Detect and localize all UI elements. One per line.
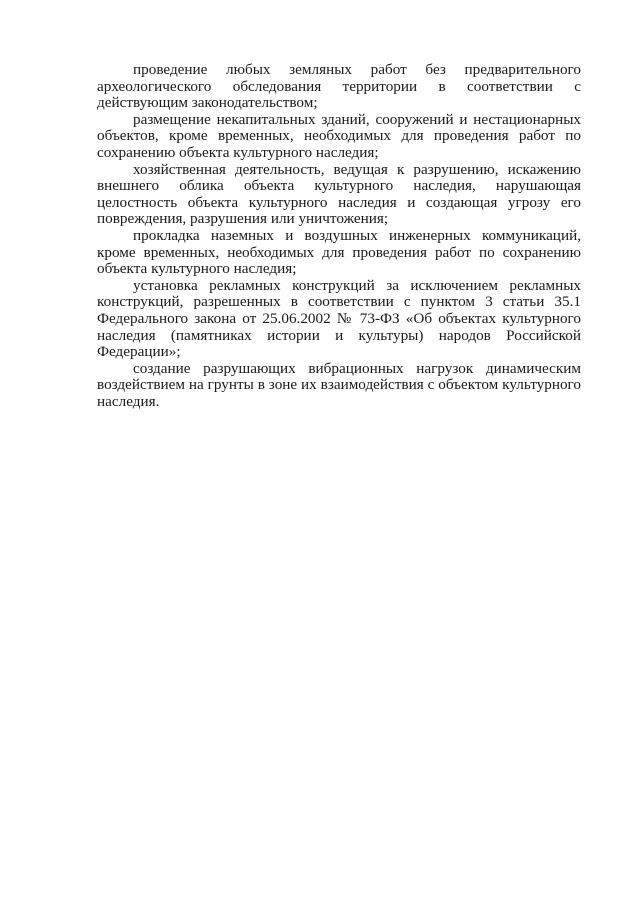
paragraph-earthworks: проведение любых земляных работ без предварительного археологического обследования территории в соответствии с действующим законодательством; xyxy=(97,61,581,112)
paragraph-non-capital-buildings: размещение некапитальных зданий, сооружений и нестационарных объектов, кроме временных, необходимых для проведения работ по сохранению объекта культурного наследия; xyxy=(97,110,581,161)
paragraph-engineering-communications: прокладка наземных и воздушных инженерных коммуникаций, кроме временных, необходимых для проведения работ по сохранению объекта культурного наследия; xyxy=(97,226,581,278)
paragraph-advertising-structures: установка рекламных конструкций за исключением рекламных конструкций, разрешенных в соответствии с пунктом 3 статьи 35.1 Федерального закона от 25.06.2002 № 73-ФЗ «Об объектах культурного наследия (памятниках истории и культуры) народов Российской Федерации»; xyxy=(97,276,581,361)
paragraph-economic-activity: хозяйственная деятельность, ведущая к разрушению, искажению внешнего облика объекта культурного наследия, нарушающая целостность объекта культурного наследия и создающая угрозу его повреждения, разрушения или уничтожения; xyxy=(97,160,581,228)
document-body xyxy=(97,62,581,410)
paragraph-vibration-loads: создание разрушающих вибрационных нагрузок динамическим воздействием на грунты в зоне их взаимодействия с объектом культурного наследия. xyxy=(97,359,581,410)
